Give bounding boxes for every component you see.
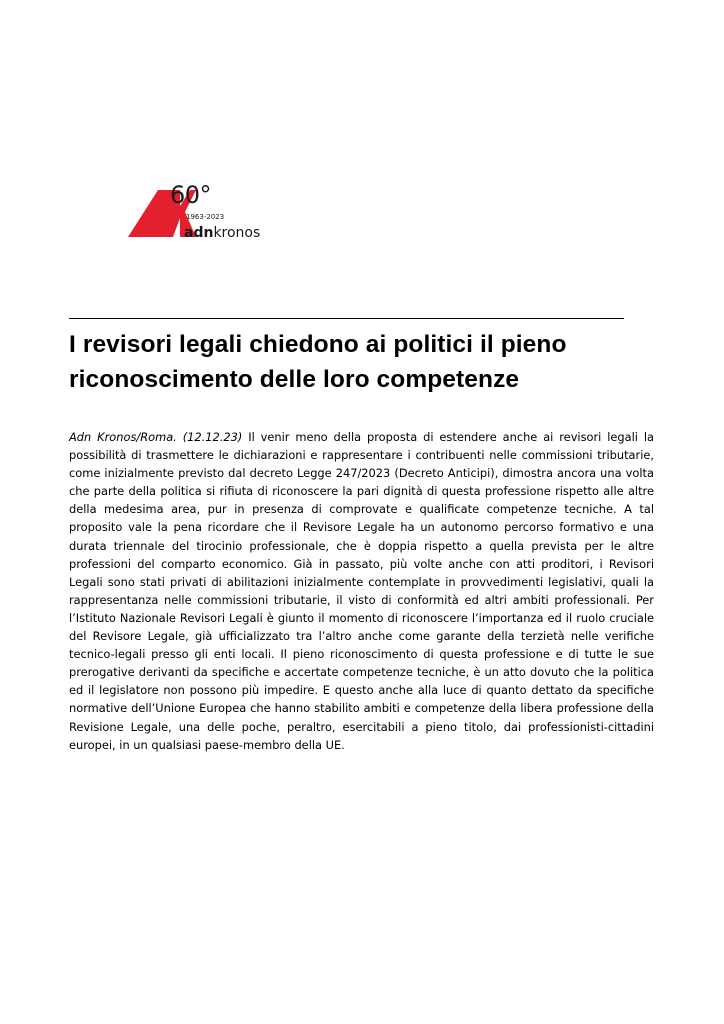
article-dateline: Adn Kronos/Roma. (12.12.23)	[69, 430, 243, 444]
logo-a-mark	[128, 190, 165, 237]
logo-anniversary: 60°	[170, 181, 212, 209]
article-title: I revisori legali chiedono ai politici il pieno riconoscimento delle loro competenze	[69, 331, 567, 393]
logo-brand-bold: adn	[184, 225, 214, 241]
logo-brand	[184, 225, 260, 241]
logo-years: 1963-2023	[186, 213, 225, 221]
article-text: Il venir meno della proposta di estendere anche ai revisori legali la possibilità di trasmettere le dichiarazioni e rappresentare i contribuenti nelle commissioni tributarie, come inizialmente previsto dal decreto Legge 247/2023 (Decreto Anticipi), dimostra ancora una volta che parte della politica si rifiuta di riconoscere la pari dignità di questa professione rispetto alle altre della medesima area, pur in presenza di comprovate e qualificate competenze tecniche. A tal proposito vale la pena ricordare che il Revisore Legale ha un autonomo percorso formativo e una durata triennale del tirocinio professionale, che è doppia rispetto a quella prevista per le altre professioni del comparto economico. Già in passato, più volte anche con atti proditori, i Revisori Legali sono stati privati di abilitazioni inizialmente contemplate in provvedimenti legislativi, quali la rappresentanza nelle commissioni tributarie, il visto di conformità ed altri ambiti professionali. Per l’Istituto Nazionale Revisori Legali è giunto il momento di riconoscere l’importanza ed il ruolo cruciale del Revisore Legale, già ufficializzato tra l’altro anche come garante della terzietà nelle verifiche tecnico-legali presso gli enti locali. Il pieno riconoscimento di questa professione e di tutte le sue prerogative derivanti da specifiche e accertate competenze tecniche, è un atto dovuto che la politica ed il legislatore non possono più impedire. E questo anche alla luce di quanto dettato da specifiche normative dell’Unione Europea che hanno stabilito ambiti e competenze della libera professione della Revisione Legale, una delle poche, peraltro, esercitabili a pieno titolo, dai professionisti-cittadini europei, in un qualsiasi paese-membro della UE.	[69, 430, 655, 752]
article-body	[69, 428, 654, 754]
header-divider	[69, 318, 624, 319]
adnkronos-logo	[128, 176, 288, 242]
logo-brand-light: kronos	[213, 225, 261, 241]
